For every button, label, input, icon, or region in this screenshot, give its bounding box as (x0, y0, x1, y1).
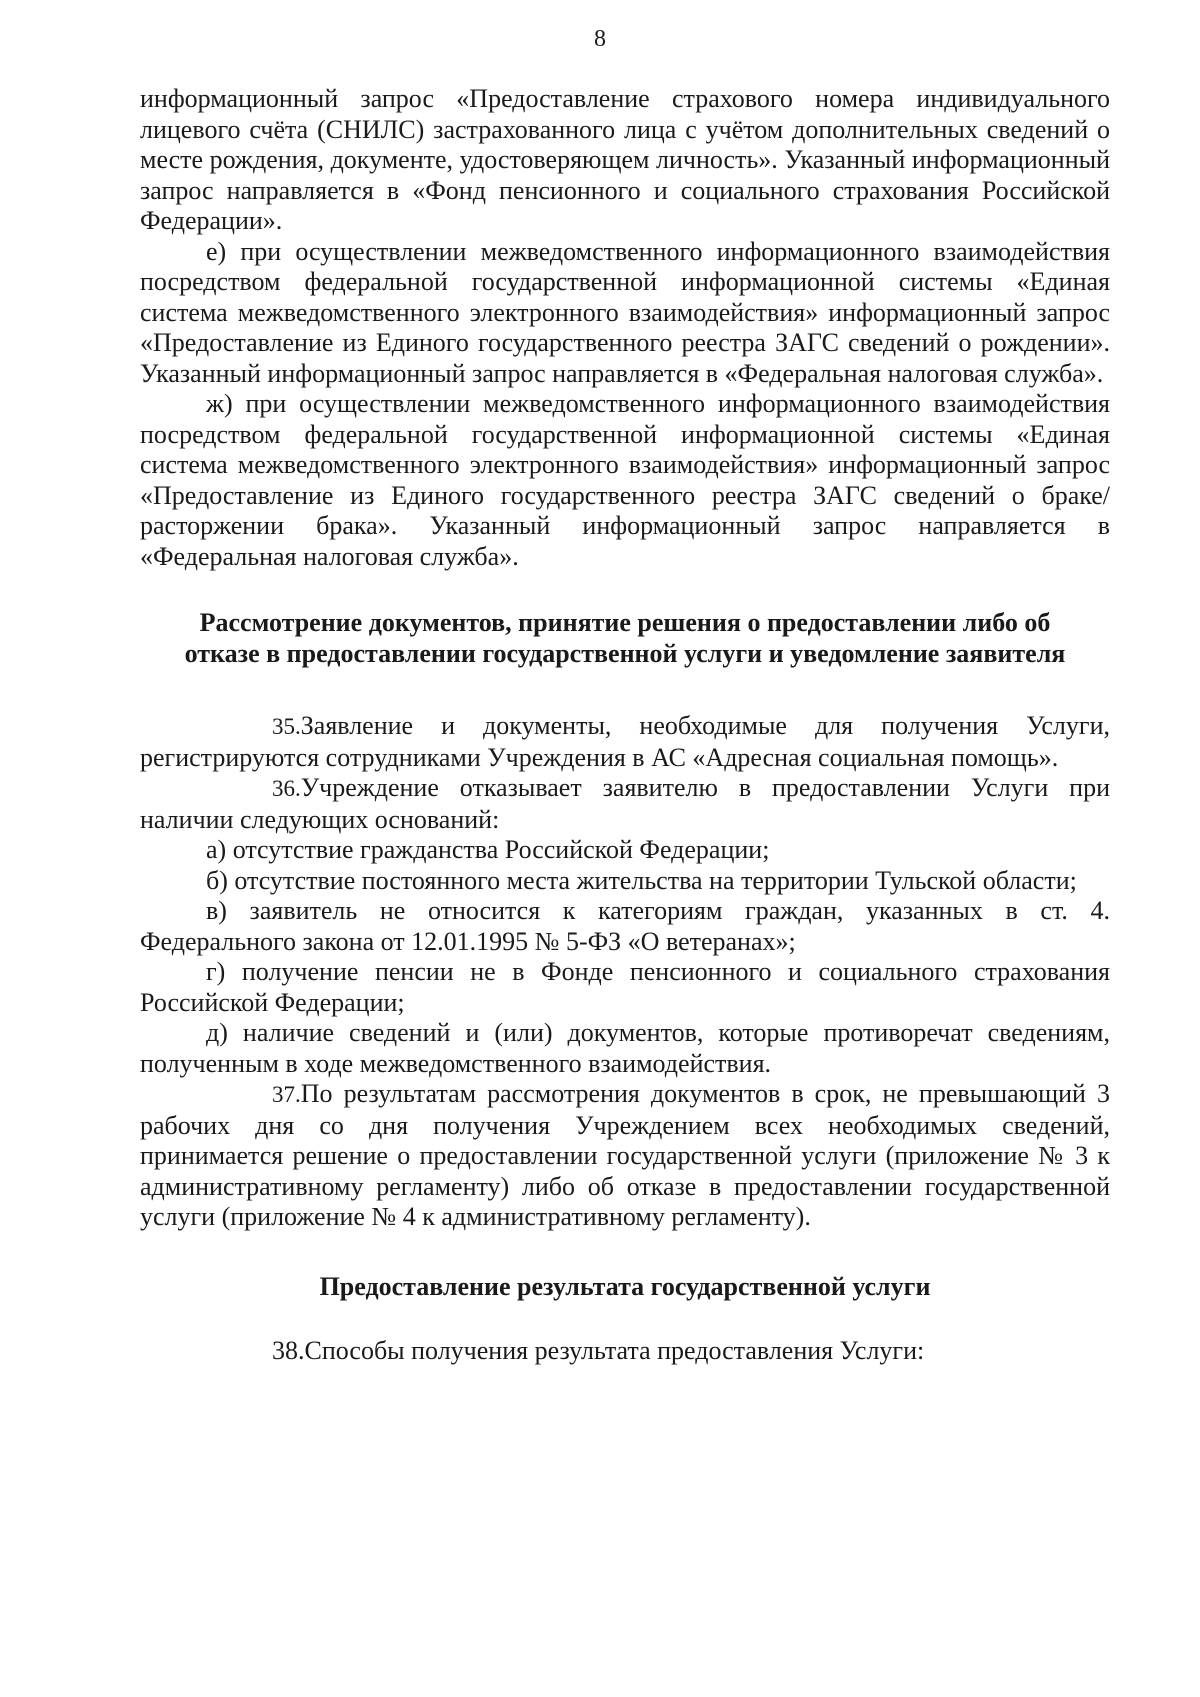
subitem-d: д) наличие сведений и (или) документов, которые противоречат сведениям, полученным в ходе межведомственного взаимодействия. (140, 1018, 1110, 1078)
subitem-g: г) получение пенсии не в Фонде пенсионного и социального страхования Российской Федерации; (140, 957, 1110, 1017)
subitem-b: б) отсутствие постоянного места жительства на территории Тульской области; (206, 865, 1077, 895)
item-36-number: 36. (272, 776, 301, 801)
document-body (140, 84, 1110, 1366)
item-38-text: Способы получения результата предоставления Услуги: (304, 1335, 925, 1365)
paragraph-item-e: е) при осуществлении межведомственного информационного взаимодействия посредством федеральной государственной информационной системы «Единая система межведомственного электронного взаимодействия» информационный запрос «Предоставление из Единого государственного реестра ЗАГС сведений о рождении». Указанный информационный запрос направляется в «Федеральная налоговая служба». (140, 236, 1110, 388)
item-38-number: 38. (272, 1335, 305, 1365)
item-36-text: Учреждение отказывает заявителю в предоставлении Услуги при наличии следующих оснований: (140, 773, 1110, 834)
item-36 (140, 773, 1110, 835)
item-35 (140, 711, 1110, 773)
paragraph-item-zh: ж) при осуществлении межведомственного информационного взаимодействия посредством федеральной государственной информационной системы «Единая система межведомственного электронного взаимодействия» информационный запрос «Предоставление из Единого государственного реестра ЗАГС сведений о браке/расторжении брака». Указанный информационный запрос направляется в «Федеральная налоговая служба». (140, 389, 1110, 571)
item-38 (140, 1336, 1110, 1367)
subitem-a: а) отсутствие гражданства Российской Федерации; (206, 835, 770, 864)
subitem-v: в) заявитель не относится к категориям граждан, указанных в ст. 4. Федерального закона от 12.01.1995 № 5-ФЗ «О ветеранах»; (140, 896, 1110, 956)
item-37 (140, 1079, 1110, 1233)
item-37-text: По результатам рассмотрения документов в срок, не превышающий 3 рабочих дня со дня получения Учреждением всех необходимых сведений, принимается решение о предоставлении государственной услуги (приложение № 3 к административному регламенту) либо об отказе в предоставлении государственной услуги (приложение № 4 к административному регламенту). (140, 1079, 1110, 1231)
section-heading-result: Предоставление результата государственной услуги (319, 1271, 931, 1301)
item-35-number: 35. (272, 714, 301, 739)
paragraph-snils-request: информационный запрос «Предоставление страхового номера индивидуального лицевого счёта (СНИЛС) застрахованного лица с учётом дополнительных сведений о месте рождения, документе, удостоверяющем личность». Указанный информационный запрос направляется в «Фонд пенсионного и социального страхования Российской Федерации». (140, 84, 1110, 235)
item-37-number: 37. (272, 1082, 301, 1107)
section-heading-review: Рассмотрение документов, принятие решения о предоставлении либо об отказе в предоставлении государственной услуги и уведомление заявителя (184, 608, 1066, 668)
page-number: 8 (594, 26, 606, 52)
item-35-text: Заявление и документы, необходимые для получения Услуги, регистрируются сотрудниками Учреждения в АС «Адресная социальная помощь». (140, 711, 1110, 772)
